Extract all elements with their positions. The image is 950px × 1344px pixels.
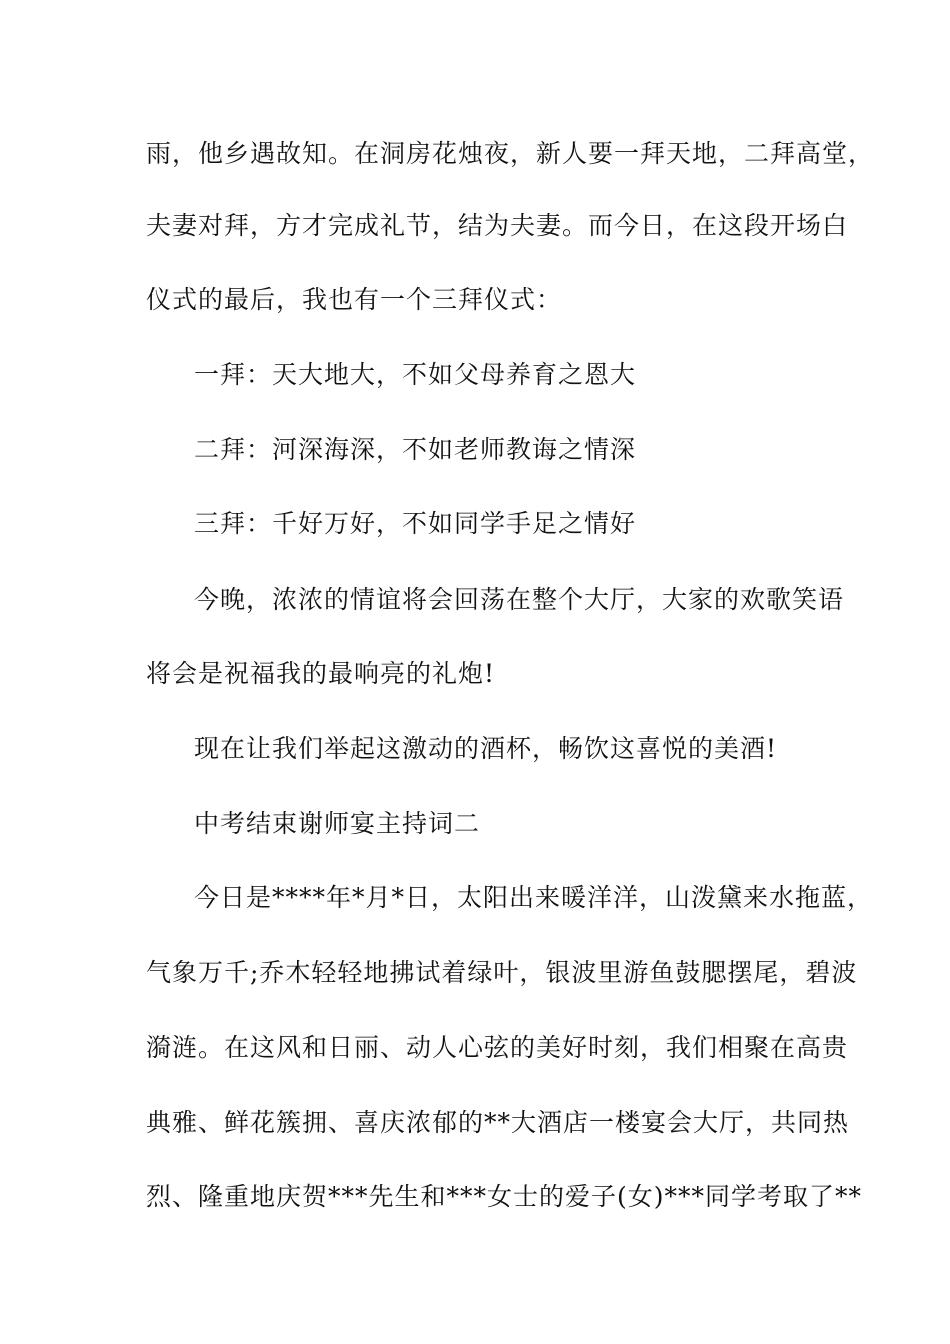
- text-line-4: 一拜：天大地大，不如父母养育之恩大: [194, 360, 637, 389]
- text-line-14: 典雅、鲜花簇拥、喜庆浓郁的**大酒店一楼宴会大厅，共同热: [146, 1108, 850, 1137]
- text-line-1: 雨，他乡遇故知。在洞房花烛夜，新人要一拜天地，二拜高堂，: [146, 139, 875, 168]
- text-line-6: 三拜：千好万好，不如同学手足之情好: [194, 509, 637, 538]
- text-line-2: 夫妻对拜，方才完成礼节，结为夫妻。而今日，在这段开场白: [146, 211, 849, 240]
- text-line-12: 气象万千;乔木轻轻地拂试着绿叶，银波里游鱼鼓腮摆尾，碧波: [146, 958, 858, 987]
- text-line-8: 将会是祝福我的最响亮的礼炮!: [146, 659, 496, 688]
- section-heading: 中考结束谢师宴主持词二: [194, 809, 481, 838]
- text-line-11: 今日是****年*月*日，太阳出来暖洋洋，山泼黛来水拖蓝，: [194, 883, 874, 912]
- text-line-7: 今晚，浓浓的情谊将会回荡在整个大厅，大家的欢歌笑语: [194, 585, 845, 614]
- text-line-15: 烈、隆重地庆贺***先生和***女士的爱子(女)***同学考取了**: [146, 1182, 863, 1211]
- text-line-13: 漪涟。在这风和日丽、动人心弦的美好时刻，我们相聚在高贵: [146, 1033, 849, 1062]
- text-line-9: 现在让我们举起这激动的酒杯，畅饮这喜悦的美酒!: [194, 734, 778, 763]
- text-line-3: 仪式的最后，我也有一个三拜仪式：: [146, 285, 563, 314]
- text-line-5: 二拜：河深海深，不如老师教诲之情深: [194, 435, 637, 464]
